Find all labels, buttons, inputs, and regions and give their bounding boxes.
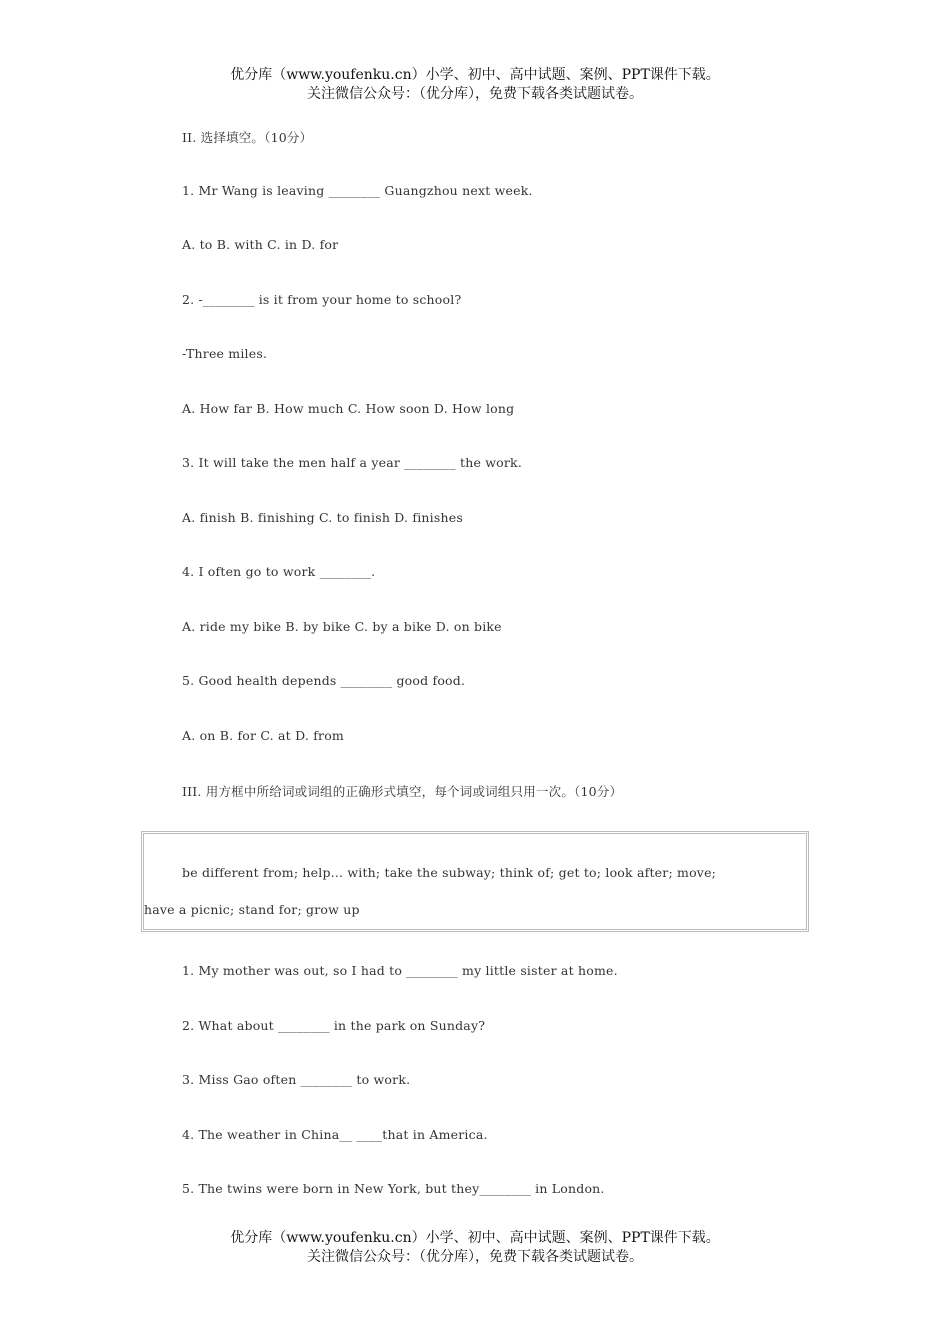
section-2-title: II. 选择填空。（10分） bbox=[182, 130, 313, 145]
s3-item-5: 5. The twins were born in New York, but they________ in London. bbox=[182, 1181, 605, 1196]
s2-reply-2: -Three miles. bbox=[182, 346, 268, 361]
s2-options-2: A. How far B. How much C. How soon D. How long bbox=[182, 401, 515, 416]
page-footer bbox=[0, 1229, 950, 1267]
s2-question-1: 1. Mr Wang is leaving ________ Guangzhou next week. bbox=[182, 183, 533, 198]
s2-question-4: 4. I often go to work ________. bbox=[182, 564, 376, 579]
footer-line-2: 关注微信公众号：（优分库），免费下载各类试题试卷。 bbox=[307, 1249, 643, 1265]
s2-question-3: 3. It will take the men half a year ________ the work. bbox=[182, 455, 522, 470]
header-line-1: 优分库（www.youfenku.cn）小学、初中、高中试题、案例、PPT课件下载。 bbox=[230, 67, 720, 83]
s3-item-1: 1. My mother was out, so I had to ________ my little sister at home. bbox=[182, 963, 618, 978]
section-3-title: III. 用方框中所给词或词组的正确形式填空，每个词或词组只用一次。（10分） bbox=[182, 784, 623, 799]
s2-options-5: A. on B. for C. at D. from bbox=[182, 728, 344, 743]
word-box-line-1: be different from; help... with; take the subway; think of; get to; look after; move; bbox=[182, 865, 717, 880]
s3-item-3: 3. Miss Gao often ________ to work. bbox=[182, 1072, 411, 1087]
s2-options-3: A. finish B. finishing C. to finish D. finishes bbox=[182, 510, 463, 525]
s3-item-2: 2. What about ________ in the park on Sunday? bbox=[182, 1018, 486, 1033]
word-box-line-2: have a picnic; stand for; grow up bbox=[144, 902, 360, 917]
word-box bbox=[141, 831, 809, 932]
s2-question-5: 5. Good health depends ________ good food. bbox=[182, 673, 466, 688]
s2-options-4: A. ride my bike B. by bike C. by a bike D. on bike bbox=[182, 619, 502, 634]
s2-options-1: A. to B. with C. in D. for bbox=[182, 237, 339, 252]
s3-item-4: 4. The weather in China__ ____that in America. bbox=[182, 1127, 488, 1142]
footer-line-1: 优分库（www.youfenku.cn）小学、初中、高中试题、案例、PPT课件下载。 bbox=[230, 1230, 720, 1246]
header-line-2: 关注微信公众号：（优分库），免费下载各类试题试卷。 bbox=[307, 86, 643, 102]
s2-question-2: 2. -________ is it from your home to school? bbox=[182, 292, 462, 307]
page-header bbox=[0, 66, 950, 104]
